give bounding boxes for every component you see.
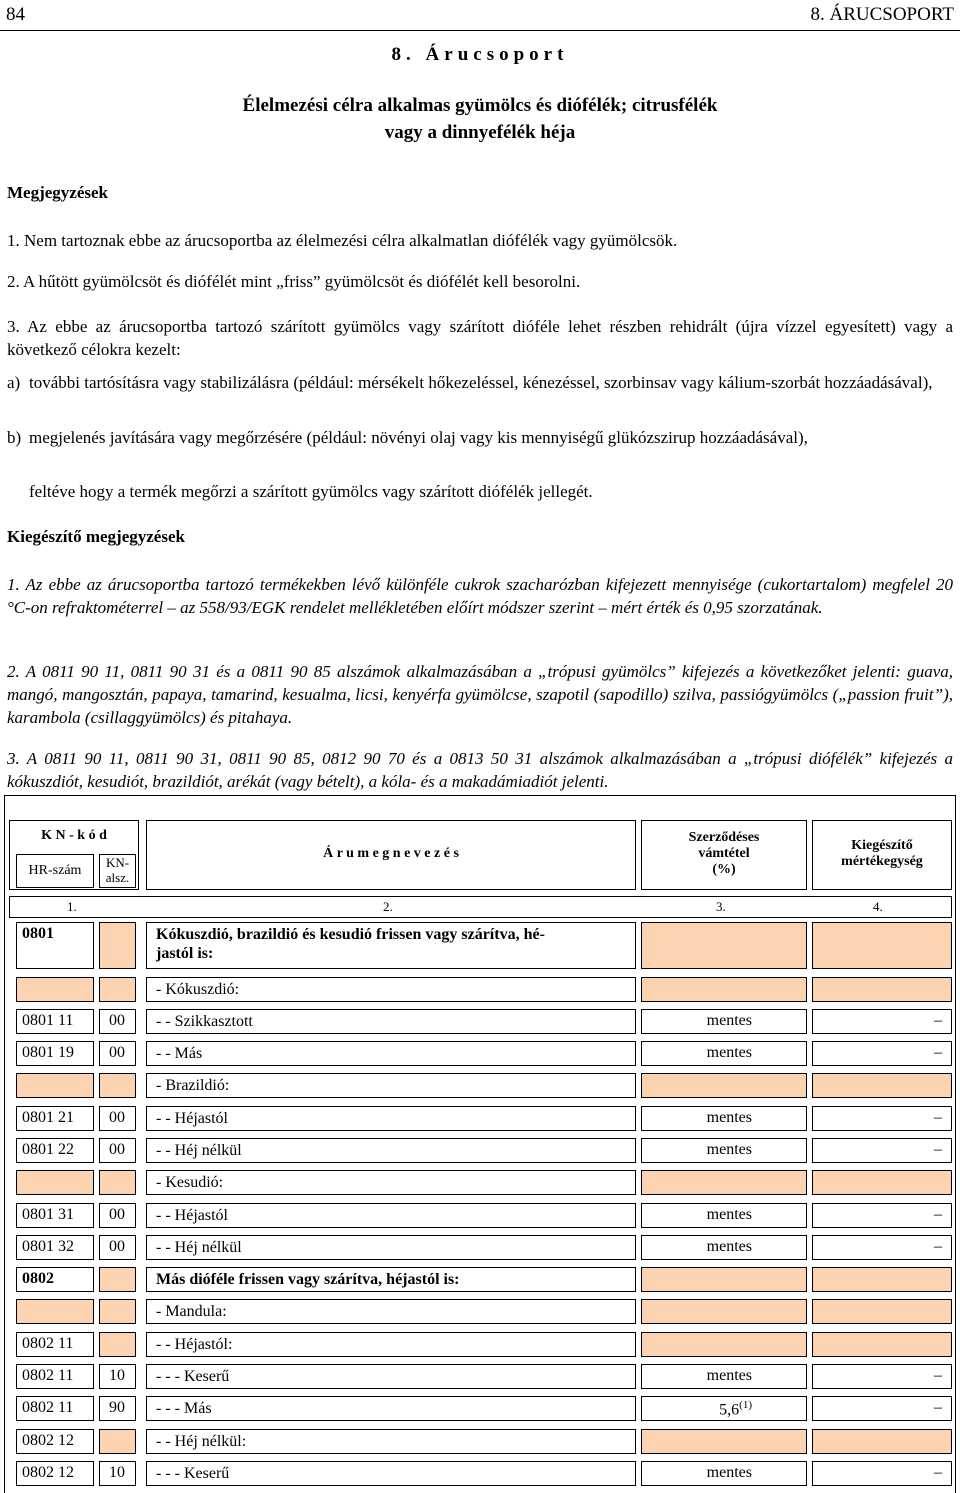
goods-description: - - Más <box>156 1045 203 1062</box>
hr-code: 0801 11 <box>22 1012 74 1029</box>
alsz-cell <box>99 922 136 969</box>
supplementary-note-1: 1. Az ebbe az árucsoportba tartozó termékekben lévő különféle cukrok szacharózban kifejezett mennyisége (cukortartalom) megfelel 20 °C-on refraktométerrel – az 558/93/EGK rendelet mellékletében előírt módszer szerint – mért érték és 0,95 szorzatának. <box>7 575 953 617</box>
goods-description: - Brazildió: <box>156 1077 230 1094</box>
alsz-cell <box>99 1429 136 1454</box>
alsz-cell <box>99 1267 136 1292</box>
kn-subheading: 10 <box>109 1367 125 1384</box>
column-number-2: 2. <box>383 899 393 914</box>
hr-code: 0801 <box>22 925 54 942</box>
header-kn-alsz-line2: alsz. <box>105 870 130 885</box>
duty-rate: mentes <box>706 1464 752 1481</box>
duty-rate: mentes <box>706 1012 752 1029</box>
supplementary-note-2: 2. A 0811 90 11, 0811 90 31 és a 0811 90 85 alszámok alkalmazásában a „trópusi gyümölcs” kifejezés a következőket jelenti: guava, mangó, mangosztán, papaya, tamarind, kesualma, licsi, kenyérfa gyümölcse, szapotil (sapodillo) szilva, passiógyümölcs („passion fruit”), karambola (csillaggyümölcs) és pitahaya. <box>7 662 953 727</box>
kn-subheading: 00 <box>109 1012 125 1029</box>
goods-description: Más dióféle frissen vagy szárítva, héjastól is: <box>156 1271 460 1288</box>
goods-description: - - - Más <box>156 1400 212 1417</box>
supplementary-heading: Kiegészítő megjegyzések <box>7 527 185 546</box>
page-number: 84 <box>6 4 25 25</box>
chapter-subtitle-line2: vagy a dinnyefélék héja <box>384 122 576 143</box>
goods-description: - - - Keserű <box>156 1368 230 1385</box>
duty-rate: mentes <box>706 1109 752 1126</box>
running-title: 8. ÁRUCSOPORT <box>810 4 954 25</box>
unit-cell <box>812 1267 952 1292</box>
alsz-cell <box>99 1299 136 1324</box>
desc-cell <box>146 1041 636 1066</box>
header-mertek-line1: Kiegészítő <box>851 838 913 853</box>
hr-code: 0801 19 <box>22 1044 74 1061</box>
duty-rate: mentes <box>706 1141 752 1158</box>
rate-cell <box>641 1073 807 1098</box>
supplementary-unit: – <box>934 1141 942 1158</box>
note-3-end: feltéve hogy a termék megőrzi a szárított gyümölcs vagy szárított diófélék jellegét. <box>29 482 593 501</box>
note-3b-label: b) <box>7 428 22 447</box>
goods-description: - - Héjastól: <box>156 1336 233 1353</box>
supplementary-unit: – <box>934 1367 942 1384</box>
goods-description: - Kesudió: <box>156 1174 224 1191</box>
note-2: 2. A hűtött gyümölcsöt és diófélét mint „friss” gyümölcsöt és diófélét kell besorolni. <box>7 272 581 291</box>
unit-cell <box>812 977 952 1002</box>
supplementary-unit: – <box>934 1044 942 1061</box>
rate-cell <box>641 1170 807 1195</box>
desc-cell <box>146 1396 636 1421</box>
rate-cell <box>641 1429 807 1454</box>
note-3b <box>7 426 953 449</box>
notes-heading: Megjegyzések <box>7 183 109 202</box>
alsz-cell <box>99 977 136 1002</box>
goods-description: - - Héjastól <box>156 1207 228 1224</box>
hr-code: 0802 <box>22 1270 54 1287</box>
note-3a <box>7 371 953 394</box>
alsz-cell <box>99 1170 136 1195</box>
kn-subheading: 00 <box>109 1141 125 1158</box>
supplementary-note-3: 3. A 0811 90 11, 0811 90 31, 0811 90 85, 0812 90 70 és a 0813 50 31 alszámok alkalmazásában a „trópusi diófélék” kifejezés a kókuszdiót, kesudiót, brazildiót, arékát (vagy bételt), a kóla- és a makadámiadiót jelenti. <box>7 749 953 791</box>
hr-code: 0802 11 <box>22 1367 74 1384</box>
rate-cell <box>641 1299 807 1324</box>
note-3a-label: a) <box>7 373 21 392</box>
header-kn-alsz-label <box>99 855 136 885</box>
goods-description: - Mandula: <box>156 1303 227 1320</box>
chapter-subtitle <box>0 92 960 146</box>
header-kn-alsz-line1: KN- <box>105 855 130 870</box>
column-number-3: 3. <box>716 899 726 914</box>
unit-cell <box>812 1170 952 1195</box>
hr-code: 0802 12 <box>22 1464 74 1481</box>
goods-description: - - Héjastól <box>156 1110 228 1127</box>
tariff-table <box>4 795 956 1493</box>
header-vamtetel-line2: vámtétel <box>698 846 750 861</box>
header-vamtetel-label <box>641 830 807 878</box>
note-3a-text: további tartósításra vagy stabilizálásra (például: mérsékelt hőkezeléssel, kénezéssel, szorbinsav vagy kálium-szorbát hozzáadásával), <box>29 373 933 392</box>
unit-cell <box>812 1073 952 1098</box>
column-number-row <box>9 896 952 918</box>
rate-cell <box>641 922 807 969</box>
header-megnevezes-label: Á r u m e g n e v e z é s <box>323 846 459 861</box>
unit-cell <box>812 1332 952 1357</box>
goods-description: - - Héj nélkül <box>156 1239 242 1256</box>
goods-description: - - - Keserű <box>156 1465 230 1482</box>
rate-cell <box>641 1332 807 1357</box>
header-hr-szam-label: HR-szám <box>28 863 82 878</box>
hr-code: 0801 21 <box>22 1109 74 1126</box>
kn-subheading: 00 <box>109 1206 125 1223</box>
goods-description: - Kókuszdió: <box>156 981 240 998</box>
supplementary-unit: – <box>934 1238 942 1255</box>
footnote-ref: (1) <box>739 1399 752 1411</box>
hr-code: 0801 32 <box>22 1238 74 1255</box>
supplementary-unit: – <box>934 1399 942 1416</box>
duty-rate: mentes <box>706 1206 752 1223</box>
chapter-title: 8. Árucsoport <box>391 44 569 65</box>
column-number-1: 1. <box>67 899 77 914</box>
unit-cell <box>812 922 952 969</box>
note-1: 1. Nem tartoznak ebbe az árucsoportba az élelmezési célra alkalmatlan diófélék vagy gyümölcsök. <box>7 231 678 250</box>
duty-rate: mentes <box>706 1367 752 1384</box>
kn-subheading: 00 <box>109 1109 125 1126</box>
supplementary-unit: – <box>934 1109 942 1126</box>
unit-cell <box>812 1429 952 1454</box>
goods-description: - - Héj nélkül <box>156 1142 242 1159</box>
hr-code: 0801 22 <box>22 1141 74 1158</box>
hr-cell <box>16 977 94 1002</box>
header-vamtetel-line1: Szerződéses <box>688 830 760 845</box>
duty-rate: 5,6$^{(1)}$ <box>719 1399 752 1419</box>
header-mertek-line2: mértékegység <box>841 854 923 869</box>
note-3: 3. Az ebbe az árucsoportba tartozó szárított gyümölcs vagy szárított dióféle lehet részben rehidrált (újra vízzel egyesített) vagy a következő célokra kezelt: <box>7 317 953 359</box>
goods-description: - - Héj nélkül: <box>156 1433 247 1450</box>
alsz-cell <box>99 1332 136 1357</box>
hr-cell <box>16 1170 94 1195</box>
supplementary-unit: – <box>934 1012 942 1029</box>
header-kn-kod-label: K N - k ó d <box>41 828 107 843</box>
rate-cell <box>641 1267 807 1292</box>
hr-code: 0802 11 <box>22 1335 74 1352</box>
supplementary-unit: – <box>934 1206 942 1223</box>
kn-subheading: 10 <box>109 1464 125 1481</box>
duty-rate: mentes <box>706 1238 752 1255</box>
goods-description: - - Szikkasztott <box>156 1013 253 1030</box>
kn-subheading: 90 <box>109 1399 125 1416</box>
supplementary-unit: – <box>934 1464 942 1481</box>
hr-code: 0802 11 <box>22 1399 74 1416</box>
hr-cell <box>16 1299 94 1324</box>
hr-code: 0802 12 <box>22 1432 74 1449</box>
column-number-4: 4. <box>873 899 883 914</box>
rate-cell <box>641 977 807 1002</box>
chapter-subtitle-line1: Élelmezési célra alkalmas gyümölcs és diófélék; citrusfélék <box>242 95 718 116</box>
hr-cell <box>16 1073 94 1098</box>
goods-description-cont: jastól is: <box>156 945 214 962</box>
alsz-cell <box>99 1073 136 1098</box>
duty-rate: mentes <box>706 1044 752 1061</box>
note-3b-text: megjelenés javítására vagy megőrzésére (például: növényi olaj vagy kis mennyiségű glükózszirup hozzáadásával), <box>29 428 808 447</box>
kn-subheading: 00 <box>109 1044 125 1061</box>
header-vamtetel-line3: (%) <box>712 862 736 877</box>
header-mertek-label <box>812 838 952 870</box>
running-header <box>0 0 960 31</box>
unit-cell <box>812 1299 952 1324</box>
kn-subheading: 00 <box>109 1238 125 1255</box>
goods-description: Kókuszdió, brazildió és kesudió frissen vagy szárítva, hé- <box>156 926 545 943</box>
hr-code: 0801 31 <box>22 1206 74 1223</box>
